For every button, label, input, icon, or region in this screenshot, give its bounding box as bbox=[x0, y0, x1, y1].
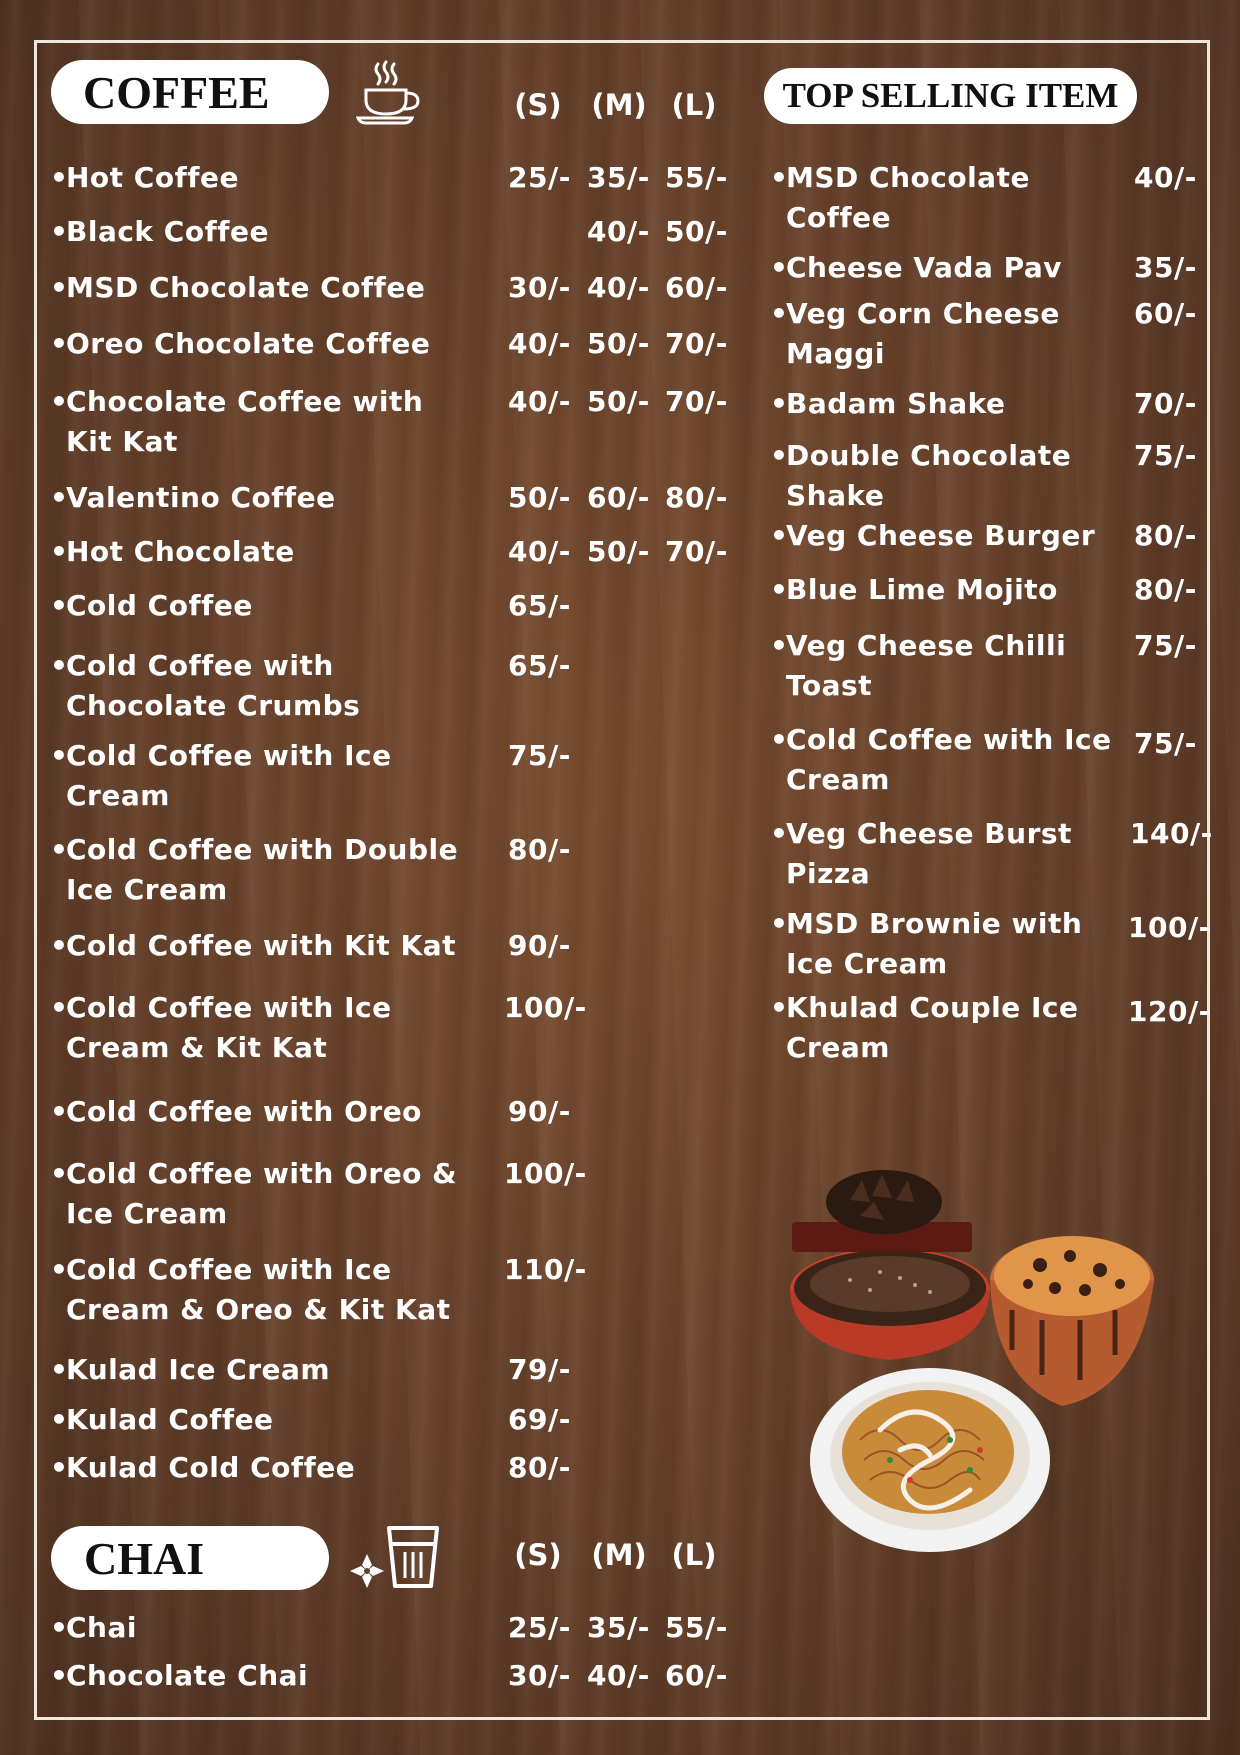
diamond-ornament-icon bbox=[348, 1552, 386, 1590]
item-name: MSD Brownie with Ice Cream bbox=[786, 907, 1083, 980]
menu-item: • Veg Corn Cheese Maggi bbox=[770, 297, 1060, 370]
price-small: 69/- bbox=[508, 1403, 571, 1436]
menu-item: • MSD Chocolate Coffee bbox=[50, 271, 426, 304]
menu-item: • Chocolate Coffee with Kit Kat bbox=[50, 385, 424, 458]
item-name: Valentino Coffee bbox=[66, 481, 336, 514]
price-small: 90/- bbox=[508, 929, 571, 962]
size-header-small: (S) bbox=[514, 1538, 562, 1572]
item-name: Oreo Chocolate Coffee bbox=[66, 327, 431, 360]
price-small: 110/- bbox=[504, 1253, 587, 1286]
menu-item: • Kulad Ice Cream bbox=[50, 1353, 331, 1386]
item-name: Hot Chocolate bbox=[66, 535, 295, 568]
price-small: 30/- bbox=[508, 271, 571, 304]
item-price: 35/- bbox=[1134, 251, 1197, 284]
price-large: 70/- bbox=[665, 327, 728, 360]
item-name: MSD Chocolate Coffee bbox=[66, 271, 426, 304]
price-small: 65/- bbox=[508, 589, 571, 622]
menu-item: • Double Chocolate Shake bbox=[770, 439, 1072, 512]
menu-item: • MSD Chocolate Coffee bbox=[770, 161, 1030, 234]
price-small: 75/- bbox=[508, 739, 571, 772]
price-medium: 50/- bbox=[587, 327, 650, 360]
item-name: Cold Coffee bbox=[66, 589, 253, 622]
menu-item: • Cold Coffee with Ice Cream bbox=[770, 723, 1112, 796]
item-name: Black Coffee bbox=[66, 215, 269, 248]
item-name: Kulad Coffee bbox=[66, 1403, 274, 1436]
price-large: 80/- bbox=[665, 481, 728, 514]
item-name: Cold Coffee with Kit Kat bbox=[66, 929, 456, 962]
item-name: Chocolate Coffee with Kit Kat bbox=[66, 385, 424, 458]
item-price: 80/- bbox=[1134, 573, 1197, 606]
menu-item: • Hot Coffee bbox=[50, 161, 239, 194]
item-name: Veg Corn Cheese Maggi bbox=[786, 297, 1060, 370]
top-selling-title: TOP SELLING ITEM bbox=[764, 68, 1137, 124]
menu-item: • Oreo Chocolate Coffee bbox=[50, 327, 431, 360]
size-header-large: (L) bbox=[671, 1538, 717, 1572]
menu-item: • Chocolate Chai bbox=[50, 1659, 309, 1692]
item-name: Cold Coffee with Chocolate Crumbs bbox=[66, 649, 361, 722]
price-small: 100/- bbox=[504, 1157, 587, 1190]
coffee-section-title: COFFEE bbox=[51, 60, 329, 124]
item-name: Hot Coffee bbox=[66, 161, 239, 194]
price-small: 25/- bbox=[508, 1611, 571, 1644]
price-large: 50/- bbox=[665, 215, 728, 248]
price-medium: 40/- bbox=[587, 271, 650, 304]
menu-item: • Khulad Couple Ice Cream bbox=[770, 991, 1079, 1064]
item-name: Cold Coffee with Oreo & Ice Cream bbox=[66, 1157, 458, 1230]
item-price: 70/- bbox=[1134, 387, 1197, 420]
item-name: MSD Chocolate Coffee bbox=[786, 161, 1030, 234]
item-name: Cold Coffee with Ice Cream & Oreo & Kit Kat bbox=[66, 1253, 451, 1326]
price-medium: 35/- bbox=[587, 161, 650, 194]
menu-item: • Kulad Cold Coffee bbox=[50, 1451, 356, 1484]
menu-item: • Badam Shake bbox=[770, 387, 1006, 420]
size-header-medium: (M) bbox=[591, 88, 647, 122]
price-small: 25/- bbox=[508, 161, 571, 194]
menu-item: • Cold Coffee with Ice Cream bbox=[50, 739, 392, 812]
item-name: Veg Cheese Burst Pizza bbox=[786, 817, 1072, 890]
menu-item: • Cheese Vada Pav bbox=[770, 251, 1063, 284]
price-small: 40/- bbox=[508, 327, 571, 360]
menu-item: • Cold Coffee with Kit Kat bbox=[50, 929, 456, 962]
price-large: 55/- bbox=[665, 1611, 728, 1644]
item-price: 75/- bbox=[1134, 629, 1197, 662]
menu-item: • Cold Coffee with Oreo bbox=[50, 1095, 422, 1128]
price-small: 80/- bbox=[508, 1451, 571, 1484]
item-name: Cold Coffee with Ice Cream bbox=[786, 723, 1112, 796]
item-name: Double Chocolate Shake bbox=[786, 439, 1072, 512]
item-price: 40/- bbox=[1134, 161, 1197, 194]
chai-section-title: CHAI bbox=[51, 1526, 329, 1590]
menu-item: • Cold Coffee bbox=[50, 589, 253, 622]
item-name: Chai bbox=[66, 1611, 137, 1644]
food-photo bbox=[780, 1160, 1160, 1560]
item-price: 60/- bbox=[1134, 297, 1197, 330]
menu-item: • Cold Coffee with Oreo & Ice Cream bbox=[50, 1157, 458, 1230]
size-header-small: (S) bbox=[514, 88, 562, 122]
price-small: 90/- bbox=[508, 1095, 571, 1128]
item-name: Cold Coffee with Ice Cream bbox=[66, 739, 392, 812]
item-name: Khulad Couple Ice Cream bbox=[786, 991, 1079, 1064]
item-name: Veg Cheese Burger bbox=[786, 519, 1096, 552]
price-small: 40/- bbox=[508, 385, 571, 418]
item-name: Kulad Cold Coffee bbox=[66, 1451, 356, 1484]
menu-item: • Cold Coffee with Ice Cream & Kit Kat bbox=[50, 991, 392, 1064]
item-name: Blue Lime Mojito bbox=[786, 573, 1058, 606]
price-large: 55/- bbox=[665, 161, 728, 194]
size-header-large: (L) bbox=[671, 88, 717, 122]
price-medium: 60/- bbox=[587, 481, 650, 514]
coffee-cup-icon bbox=[352, 60, 424, 126]
item-name: Cheese Vada Pav bbox=[786, 251, 1063, 284]
menu-item: • Hot Chocolate bbox=[50, 535, 295, 568]
price-small: 30/- bbox=[508, 1659, 571, 1692]
item-name: Chocolate Chai bbox=[66, 1659, 309, 1692]
menu-item: • Veg Cheese Burst Pizza bbox=[770, 817, 1072, 890]
price-large: 70/- bbox=[665, 535, 728, 568]
menu-item: • Chai bbox=[50, 1611, 137, 1644]
menu-item: • Kulad Coffee bbox=[50, 1403, 274, 1436]
menu-item: • Valentino Coffee bbox=[50, 481, 336, 514]
menu-item: • Black Coffee bbox=[50, 215, 269, 248]
price-small: 65/- bbox=[508, 649, 571, 682]
item-name: Veg Cheese Chilli Toast bbox=[786, 629, 1067, 702]
item-price: 100/- bbox=[1128, 911, 1211, 944]
price-medium: 35/- bbox=[587, 1611, 650, 1644]
menu-item: • Veg Cheese Chilli Toast bbox=[770, 629, 1067, 702]
price-large: 60/- bbox=[665, 271, 728, 304]
item-name: Cold Coffee with Ice Cream & Kit Kat bbox=[66, 991, 392, 1064]
price-large: 70/- bbox=[665, 385, 728, 418]
glass-icon bbox=[385, 1524, 441, 1590]
price-medium: 40/- bbox=[587, 1659, 650, 1692]
price-large: 60/- bbox=[665, 1659, 728, 1692]
menu-item: • Cold Coffee with Chocolate Crumbs bbox=[50, 649, 361, 722]
size-header-medium: (M) bbox=[591, 1538, 647, 1572]
item-price: 75/- bbox=[1134, 727, 1197, 760]
item-name: Cold Coffee with Oreo bbox=[66, 1095, 422, 1128]
price-medium: 50/- bbox=[587, 385, 650, 418]
price-small: 40/- bbox=[508, 535, 571, 568]
price-small: 100/- bbox=[504, 991, 587, 1024]
menu-item: • Veg Cheese Burger bbox=[770, 519, 1096, 552]
item-name: Cold Coffee with Double Ice Cream bbox=[66, 833, 459, 906]
menu-item: • Cold Coffee with Ice Cream & Oreo & Kit Kat bbox=[50, 1253, 451, 1326]
price-small: 79/- bbox=[508, 1353, 571, 1386]
item-price: 75/- bbox=[1134, 439, 1197, 472]
menu-item: • Cold Coffee with Double Ice Cream bbox=[50, 833, 459, 906]
item-price: 80/- bbox=[1134, 519, 1197, 552]
menu-item: • Blue Lime Mojito bbox=[770, 573, 1058, 606]
menu-item: • MSD Brownie with Ice Cream bbox=[770, 907, 1083, 980]
item-name: Badam Shake bbox=[786, 387, 1006, 420]
item-price: 140/- bbox=[1130, 817, 1213, 850]
price-medium: 40/- bbox=[587, 215, 650, 248]
price-small: 80/- bbox=[508, 833, 571, 866]
price-medium: 50/- bbox=[587, 535, 650, 568]
item-price: 120/- bbox=[1128, 995, 1211, 1028]
price-small: 50/- bbox=[508, 481, 571, 514]
item-name: Kulad Ice Cream bbox=[66, 1353, 331, 1386]
